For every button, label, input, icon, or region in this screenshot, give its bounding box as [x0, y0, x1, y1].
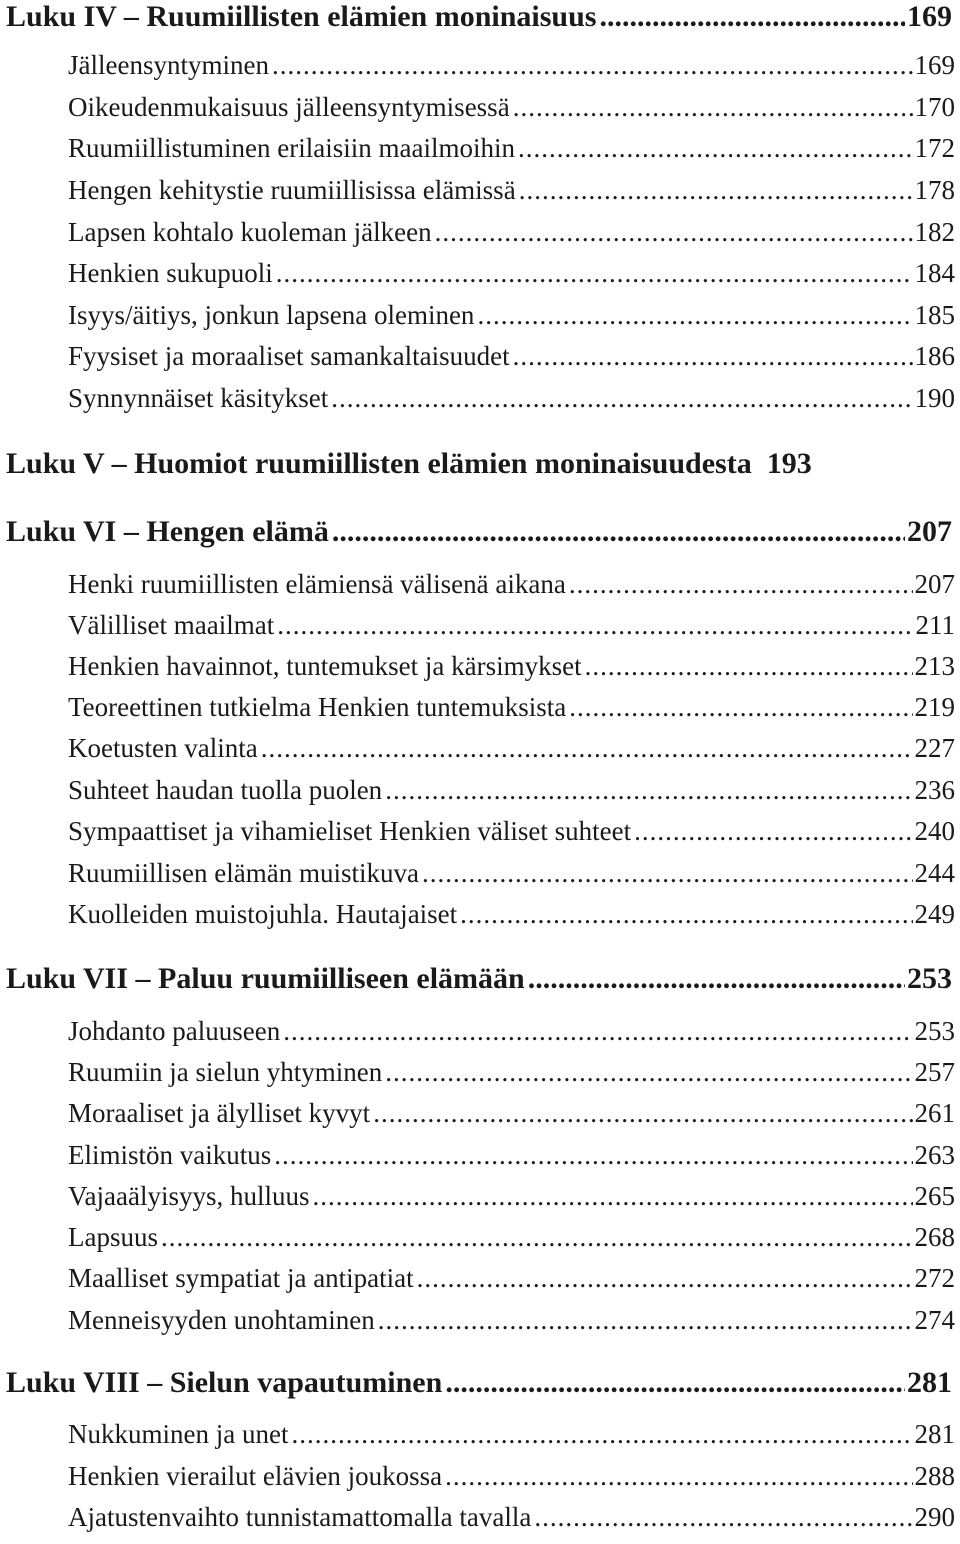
dot-leader [599, 0, 905, 34]
dot-leader [385, 1057, 912, 1088]
section-title: Nukkuminen ja unet [68, 1419, 289, 1449]
dot-leader [385, 775, 912, 806]
page-number: 253 [907, 962, 952, 995]
toc-section-entry[interactable] [68, 733, 955, 771]
toc-section-entry[interactable] [68, 217, 955, 255]
page-number: 169 [914, 50, 955, 80]
section-title: Kuolleiden muistojuhla. Hautajaiset [68, 899, 458, 929]
dot-leader [445, 1366, 905, 1400]
dot-leader [276, 258, 913, 289]
page-number: 281 [907, 1366, 952, 1399]
dot-leader [513, 341, 913, 372]
page-number: 236 [914, 775, 955, 805]
dot-leader [518, 133, 913, 164]
section-title: Vajaaälyisyys, hulluus [68, 1181, 310, 1211]
toc-chapter-entry[interactable] [6, 0, 952, 40]
page-number: 288 [914, 1461, 955, 1491]
dot-leader [261, 733, 913, 764]
toc-section-entry[interactable] [68, 1502, 955, 1540]
page-number: 263 [914, 1140, 955, 1170]
page-number: 281 [914, 1419, 955, 1449]
toc-section-entry[interactable] [68, 651, 955, 689]
dot-leader [445, 1461, 912, 1492]
section-title: Isyys/äitiys, jonkun lapsena oleminen [68, 300, 475, 330]
dot-leader [378, 1305, 913, 1336]
section-title: Ruumiillisen elämän muistikuva [68, 858, 419, 888]
page-number: 253 [914, 1016, 955, 1046]
section-title: Elimistön vaikutus [68, 1140, 272, 1170]
dot-leader [283, 1016, 912, 1047]
section-title: Johdanto paluuseen [68, 1016, 281, 1046]
chapter-title: Luku VII – Paluu ruumiilliseen elämään [6, 962, 525, 995]
section-title: Menneisyyden unohtaminen [68, 1305, 375, 1335]
section-title: Teoreettinen tutkielma Henkien tuntemuksista [68, 692, 567, 722]
page-number: 169 [907, 0, 952, 33]
page-number: 178 [914, 175, 955, 205]
section-title: Välilliset maailmat [68, 610, 275, 640]
dot-leader [422, 858, 913, 889]
dot-leader [291, 1419, 912, 1450]
section-title: Ajatustenvaihto tunnistamattomalla tavalla [68, 1502, 532, 1532]
toc-chapter-entry[interactable] [6, 447, 952, 487]
page-number: 290 [914, 1502, 955, 1532]
page-number: 190 [914, 383, 955, 413]
dot-leader [513, 92, 913, 123]
page-number: 184 [914, 258, 955, 288]
dot-leader [332, 515, 905, 549]
toc-section-entry[interactable] [68, 341, 955, 379]
page-number: 268 [914, 1222, 955, 1252]
toc-section-entry[interactable] [68, 1305, 955, 1343]
dot-leader [417, 1263, 913, 1294]
page-number: 186 [914, 341, 955, 371]
section-title: Maalliset sympatiat ja antipatiat [68, 1263, 414, 1293]
chapter-title: Luku VIII – Sielun vapautuminen [6, 1366, 443, 1399]
toc-section-entry[interactable] [68, 175, 955, 213]
toc-section-entry[interactable] [68, 692, 955, 730]
section-title: Lapsen kohtalo kuoleman jälkeen [68, 217, 432, 247]
section-title: Fyysiset ja moraaliset samankaltaisuudet [68, 341, 510, 371]
toc-section-entry[interactable] [68, 133, 955, 171]
toc-section-entry[interactable] [68, 300, 955, 338]
section-title: Sympaattiset ja vihamieliset Henkien väliset suhteet [68, 816, 632, 846]
page-number: 244 [914, 858, 955, 888]
section-title: Lapsuus [68, 1222, 158, 1252]
toc-chapter-entry[interactable] [6, 962, 952, 1002]
section-title: Oikeudenmukaisuus jälleensyntymisessä [68, 92, 510, 122]
toc-chapter-entry[interactable] [6, 515, 952, 555]
toc-section-entry[interactable] [68, 1016, 955, 1054]
page-number: 265 [914, 1181, 955, 1211]
toc-section-entry[interactable] [68, 50, 955, 88]
section-title: Koetusten valinta [68, 733, 258, 763]
toc-section-entry[interactable] [68, 569, 955, 607]
toc-section-entry[interactable] [68, 1263, 955, 1301]
toc-section-entry[interactable] [68, 1057, 955, 1095]
toc-section-entry[interactable] [68, 610, 955, 648]
section-title: Henkien sukupuoli [68, 258, 273, 288]
section-title: Synnynnäiset käsitykset [68, 383, 329, 413]
page-number: 170 [914, 92, 955, 122]
toc-section-entry[interactable] [68, 1461, 955, 1499]
page-number: 193 [766, 447, 812, 480]
toc-section-entry[interactable] [68, 1222, 955, 1260]
toc-section-entry[interactable] [68, 899, 955, 937]
page-number: 213 [914, 651, 955, 681]
dot-leader [277, 610, 913, 641]
dot-leader [634, 816, 912, 847]
dot-leader [161, 1222, 913, 1253]
toc-section-entry[interactable] [68, 1098, 955, 1136]
dot-leader [569, 569, 913, 600]
page-number: 182 [914, 217, 955, 247]
dot-leader [274, 1140, 912, 1171]
chapter-title: Luku IV – Ruumiillisten elämien moninaisuus [6, 0, 597, 33]
toc-section-entry[interactable] [68, 816, 955, 854]
chapter-title: Luku VI – Hengen elämä [6, 515, 329, 548]
toc-section-entry[interactable] [68, 383, 955, 421]
page-number: 207 [907, 515, 952, 548]
section-title: Henki ruumiillisten elämiensä välisenä aikana [68, 569, 566, 599]
page-number: 272 [914, 1263, 955, 1293]
toc-section-entry[interactable] [68, 775, 955, 813]
dot-leader [460, 899, 912, 930]
dot-leader [585, 651, 913, 682]
toc-section-entry[interactable] [68, 858, 955, 896]
dot-leader [534, 1502, 912, 1533]
page-number: 172 [914, 133, 955, 163]
section-title: Henkien havainnot, tuntemukset ja kärsimykset [68, 651, 582, 681]
section-title: Suhteet haudan tuolla puolen [68, 775, 383, 805]
section-title: Ruumiillistuminen erilaisiin maailmoihin [68, 133, 515, 163]
toc-chapter-entry[interactable] [6, 1366, 952, 1406]
page-number: 211 [915, 610, 955, 640]
section-title: Jälleensyntyminen [68, 50, 269, 80]
page-number: 261 [914, 1098, 955, 1128]
page-number: 207 [914, 569, 955, 599]
page-number: 257 [914, 1057, 955, 1087]
toc-section-entry[interactable] [68, 258, 955, 296]
chapter-title: Luku V – Huomiot ruumiillisten elämien moninaisuudesta [6, 447, 752, 480]
section-title: Ruumiin ja sielun yhtyminen [68, 1057, 383, 1087]
dot-leader [373, 1098, 912, 1129]
toc-section-entry[interactable] [68, 92, 955, 130]
page-number: 227 [914, 733, 955, 763]
toc-section-entry[interactable] [68, 1140, 955, 1178]
dot-leader [528, 962, 905, 996]
page-number: 219 [914, 692, 955, 722]
section-title: Moraaliset ja älylliset kyvyt [68, 1098, 371, 1128]
toc-section-entry[interactable] [68, 1181, 955, 1219]
dot-leader [272, 50, 913, 81]
page-number: 249 [914, 899, 955, 929]
dot-leader [312, 1181, 912, 1212]
section-title: Hengen kehitystie ruumiillisissa elämissä [68, 175, 516, 205]
page-number: 240 [914, 816, 955, 846]
section-title: Henkien vierailut elävien joukossa [68, 1461, 443, 1491]
toc-section-entry[interactable] [68, 1419, 955, 1457]
dot-leader [435, 217, 913, 248]
dot-leader [569, 692, 912, 723]
dot-leader [331, 383, 912, 414]
page-number: 274 [914, 1305, 955, 1335]
dot-leader [519, 175, 913, 206]
page-number: 185 [914, 300, 955, 330]
dot-leader [477, 300, 912, 331]
